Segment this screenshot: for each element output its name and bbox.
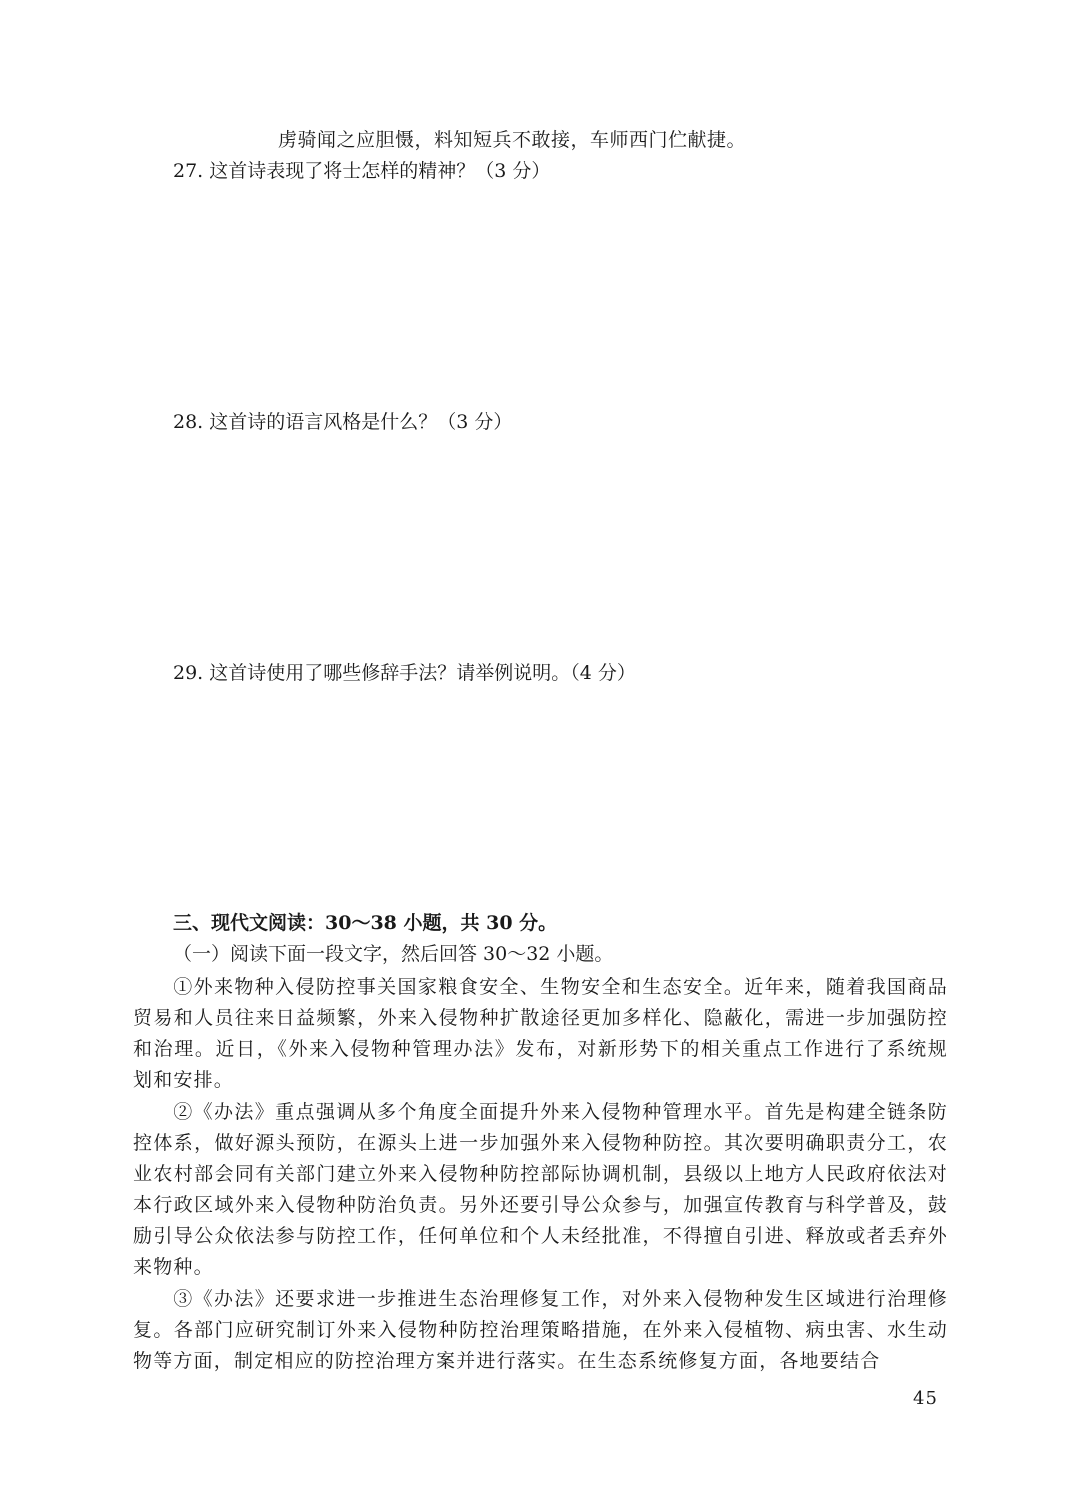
- section-heading: 三、现代文阅读：30～38 小题，共 30 分。: [173, 912, 558, 934]
- page-number: 45: [913, 1388, 938, 1409]
- passage-paragraph-1: [133, 972, 948, 1096]
- passage-paragraph-3-text: ③《办法》还要求进一步推进生态治理修复工作，对外来入侵物种发生区域进行治理修复。各部门应研究制订外来入侵物种防控治理策略措施，在外来入侵植物、病虫害、水生动物等方面，制定相应的防控治理方案并进行落实。在生态系统修复方面，各地要结合: [133, 1288, 948, 1372]
- passage-paragraph-3: [133, 1284, 948, 1377]
- passage-paragraph-2: [133, 1097, 948, 1283]
- question-29: 29. 这首诗使用了哪些修辞手法？请举例说明。（4 分）: [173, 662, 636, 684]
- question-27: 27. 这首诗表现了将士怎样的精神？（3 分）: [173, 160, 551, 182]
- question-28: 28. 这首诗的语言风格是什么？（3 分）: [173, 411, 513, 433]
- poem-last-line: 虏骑闻之应胆慑，料知短兵不敢接，车师西门伫献捷。: [278, 129, 747, 151]
- passage-paragraph-2-text: ②《办法》重点强调从多个角度全面提升外来入侵物种管理水平。首先是构建全链条防控体系，做好源头预防，在源头上进一步加强外来入侵物种防控。其次要明确职责分工，农业农村部会同有关部门建立外来入侵物种防控部际协调机制，县级以上地方人民政府依法对本行政区域外来入侵物种防治负责。另外还要引导公众参与，加强宣传教育与科学普及，鼓励引导公众依法参与防控工作，任何单位和个人未经批准，不得擅自引进、释放或者丢弃外来物种。: [133, 1101, 948, 1278]
- section-sub-heading: （一）阅读下面一段文字，然后回答 30～32 小题。: [173, 943, 614, 965]
- passage-paragraph-1-text: ①外来物种入侵防控事关国家粮食安全、生物安全和生态安全。近年来，随着我国商品贸易和人员往来日益频繁，外来入侵物种扩散途径更加多样化、隐蔽化，需进一步加强防控和治理。近日，《外来入侵物种管理办法》发布，对新形势下的相关重点工作进行了系统规划和安排。: [133, 976, 948, 1091]
